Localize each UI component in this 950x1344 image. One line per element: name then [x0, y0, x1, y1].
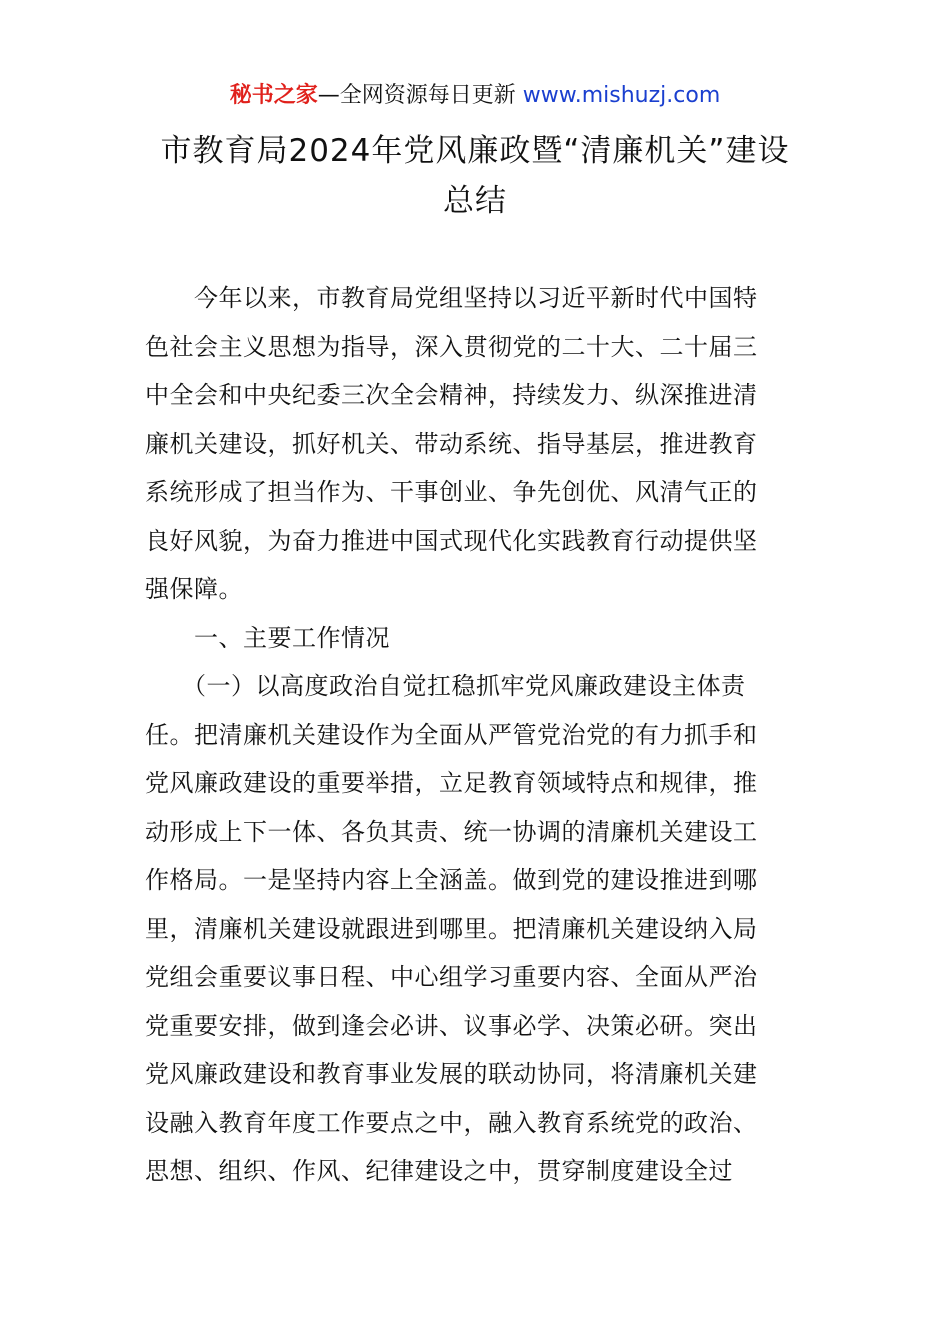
body-line: 动形成上下一体、各负其责、统一协调的清廉机关建设工: [145, 817, 758, 846]
body-line: 中全会和中央纪委三次全会精神，持续发力、纵深推进清: [145, 381, 758, 409]
section-heading: 一、主要工作情况: [145, 623, 390, 652]
body-line: 任。把清廉机关建设作为全面从严管党治党的有力抓手和: [145, 720, 758, 749]
body-line: 党组会重要议事日程、中心组学习重要内容、全面从严治: [145, 963, 758, 991]
body-line: 系统形成了担当作为、干事创业、争先创优、风清气正的: [145, 478, 758, 506]
brand-name: 秘书之家: [229, 83, 318, 108]
body-line: 里，清廉机关建设就跟进到哪里。把清廉机关建设纳入局: [145, 914, 758, 943]
body-line: 设融入教育年度工作要点之中，融入教育系统党的政治、: [145, 1108, 758, 1137]
body-line: 思想、组织、作风、纪律建设之中，贯穿制度建设全过: [145, 1157, 733, 1185]
body-line: 今年以来，市教育局党组坚持以习近平新时代中国特: [145, 284, 758, 312]
header-tagline: —全网资源每日更新: [317, 83, 523, 108]
site-url[interactable]: www.mishuzj.com: [522, 83, 721, 108]
body-line: 强保障。: [145, 575, 243, 603]
body-line: （一）以高度政治自觉扛稳抓牢党风廉政建设主体责: [145, 672, 746, 700]
body-line: 党重要安排，做到逢会必讲、议事必学、决策必研。突出: [145, 1011, 758, 1040]
document-title: [100, 126, 850, 226]
body-line: 作格局。一是坚持内容上全涵盖。做到党的建设推进到哪: [145, 866, 758, 894]
body-line: 良好风貌，为奋力推进中国式现代化实践教育行动提供坚: [145, 526, 758, 555]
body-line: 廉机关建设，抓好机关、带动系统、指导基层，推进教育: [145, 429, 758, 458]
body-line: 党风廉政建设和教育事业发展的联动协同，将清廉机关建: [145, 1060, 758, 1088]
body-line: 色社会主义思想为指导，深入贯彻党的二十大、二十届三: [145, 332, 758, 361]
body-line: 党风廉政建设的重要举措，立足教育领域特点和规律，推: [145, 769, 758, 797]
title-line-2: 总结: [443, 183, 507, 219]
document-body: [145, 274, 809, 1196]
title-line-1: 市教育局2024年党风廉政暨“清廉机关”建设: [160, 133, 790, 169]
site-header: [0, 80, 950, 112]
